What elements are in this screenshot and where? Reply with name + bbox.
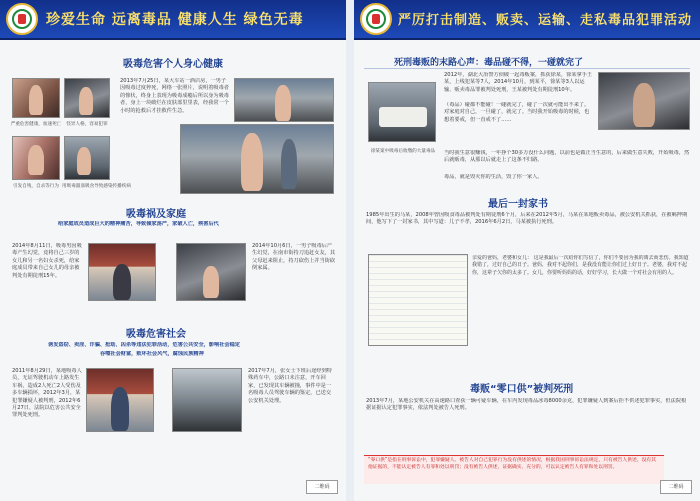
photo-strange-behavior bbox=[64, 78, 110, 118]
photo-needle-sharing bbox=[64, 136, 110, 180]
anti-drug-logo-icon bbox=[360, 3, 392, 35]
photo-street-attack bbox=[176, 243, 246, 301]
caption-health-2: 怪异人格，容易犯罪 bbox=[66, 122, 108, 127]
section-heading-society: 吸毒危害社会 bbox=[126, 329, 186, 340]
quote-dealer-1: （毒品）碰都不能碰！一碰就完了，碰了一次就可能出不来了。对家庭对自己，一旦碰了，就完了。当时我开始吸毒的时候，也想着要戒，但一直戒不了…… bbox=[444, 102, 590, 123]
photo-street-crowd bbox=[234, 78, 334, 122]
subheading-family: 给家庭成员造成巨大的精神痛苦，导致倾家荡产，家破人亡，殃害后代 bbox=[58, 221, 219, 227]
anti-drug-logo-icon bbox=[6, 3, 38, 35]
section-heading-death-sentence: 死刑毒贩的末路心声：毒品碰不得，一碰就完了 bbox=[394, 58, 584, 68]
left-qr-badge: 二维码 bbox=[306, 480, 338, 494]
photo-dealer-interview bbox=[598, 72, 690, 130]
right-qr-badge: 二维码 bbox=[660, 480, 692, 494]
paragraph-family-right: 2014年10月6日，一男子吸毒后产生幻觉，在南市街持刀追赶女友，其父母赶来阻止，持刀砍伤上并当街砍倒家属。 bbox=[252, 243, 336, 272]
section-heading-family: 吸毒祸及家庭 bbox=[126, 209, 186, 220]
photo-family-court bbox=[88, 243, 156, 301]
paragraph-society-right: 2017年7月，张女士下班后途经到特殊药车中，公路口未注意，开车回家，已发现其车辆被撞，事件中是一名吸毒人员驾驶车辆的鉴定，已送交公安机关处理。 bbox=[248, 368, 332, 404]
left-banner bbox=[0, 0, 346, 40]
caption-health-4: 用吸毒器皿吸食导致感染传播疾病 bbox=[62, 184, 131, 189]
paragraph-last-letter: 1985年出生的马某，2008年曾因吸食毒品被判处有期徒刑6个月，后来在2012年5月，马某在某地贩卖毒品，被公安机关抓获，在被羁押期间，他写下了一封家书，其中写道：儿子不孝，2016年6月2日，马某被执行死刑。 bbox=[366, 212, 688, 226]
legal-note-text: “零口供”是指在刑事诉讼中，犯罪嫌疑人、被告人对自己犯罪行为没有供述的情况，根据我国刑事诉讼法规定，只有被告人供述，没有其他证据的，不能认定被告人有罪和处以刑罚；没有被告人供述，证据确实、充分的，可以认定被告人有罪和处以刑罚。 bbox=[368, 458, 656, 470]
paragraph-society-left: 2011年8月29日，某地吸毒人员，无证驾驶机动车上路发生车祸，造成2人死亡2人受伤及多车辆损坏，2012年3月，某犯罪嫌疑人被判刑，2012年6月27日，法院以危害公共安全罪判处死刑。 bbox=[12, 368, 82, 419]
right-banner-title: 严厉打击制造、贩卖、运输、走私毒品犯罪活动 bbox=[398, 13, 693, 28]
photo-self-harm bbox=[12, 136, 60, 180]
photo-seized-drugs bbox=[368, 82, 436, 142]
letter-text: 亲爱的爸妈，老婆和女儿： 这是我最后一次给你们写信了，你们不要因为我的离去而悲伤。我知道我错了，过好自己的日子。爸妈，我对不起你们，是我没有能让你们过上好日子。老婆，我对不起你，这辈子欠你的太多了。女儿，你要听妈妈的话，好好学习，长大做一个对社会有用的人。 bbox=[472, 255, 689, 276]
caption-seized-drugs: 徐某案中吸毒后收缴的大量毒品 bbox=[370, 149, 436, 154]
section-heading-last-letter: 最后一封家书 bbox=[488, 199, 548, 210]
quote-dealer-2: 当时我生意很赚钱，一年挣个30多万没什么问题，以前也是做正当生意的，后来做生意失败，开始吸毒，然后就贩毒，从那以后就走上了这条不归路。 bbox=[444, 150, 690, 164]
paragraph-dealer-case: 2012年，湖北大冶警方侦破一起毒贩案，抓获徐某，徐某拿手王某，上线犯某等7人，2014年10月，到某平，徐某等3人以运输、贩卖毒品罪被判处死刑，王某被判处有期徒刑10年。 bbox=[444, 72, 593, 93]
paragraph-health-case: 2013年7月25日，某大车站一酒店房，一男子因吸毒过度猝死，网络一张照片，说明着吸毒者的惨状，终身上表现为吸毒成瘾后所以身为吸毒者，身上一块破烂在皮肤部里里表，经我常一个小时的抢救后才挂救件生急。 bbox=[120, 78, 229, 114]
right-banner bbox=[354, 0, 700, 40]
photo-shirtless-man-rampage bbox=[180, 124, 334, 194]
divider bbox=[364, 68, 690, 69]
caption-health-1: 严重危害健康，加速死亡 bbox=[10, 122, 62, 127]
photo-handwritten-letter bbox=[368, 254, 468, 346]
left-banner-title: 珍爱生命 远离毒品 健康人生 绿色无毒 bbox=[46, 12, 304, 28]
photo-emaciated-addict bbox=[12, 78, 60, 118]
left-page bbox=[0, 0, 346, 501]
section-heading-health: 吸毒危害个人身心健康 bbox=[123, 59, 223, 70]
paragraph-family-left: 2014年8月11日，吸毒男因吸毒产生幻觉，竟将自己三岁的女儿和另一名妇女杀死，给家庭成员带来自己女儿的母亲被判处有期徒刑15年。 bbox=[12, 243, 82, 279]
photo-society-court bbox=[86, 368, 154, 432]
paragraph-zero-confession: 2013年7月，某地公安机关在高速路口查获一辆可疑车辆，在车内发现毒品冰毒8000余克，犯罪嫌疑人到案后拒不供述犯罪事实，但法院根据证据认定犯罪事实，依法判处被告人死刑。 bbox=[366, 398, 687, 412]
section-heading-zero-confession: 毒贩“零口供”被判死刑 bbox=[470, 384, 574, 395]
caption-health-3: 引发自残，自杀等行为 bbox=[13, 184, 59, 189]
subheading-society-2: 吞噬社会财富，败坏社会风气，腐蚀民族精神 bbox=[100, 351, 204, 357]
subheading-society-1: 诱发盗窃、卖淫、诈骗、抢劫、凶杀等违法犯罪活动，危害公共安全，影响社会稳定 bbox=[48, 342, 240, 348]
photo-wrecked-car bbox=[172, 368, 242, 432]
right-page bbox=[354, 0, 700, 501]
quote-dealer-3: 毒品，就是毁灭你的生活，毁了你一家人。 bbox=[444, 174, 543, 180]
